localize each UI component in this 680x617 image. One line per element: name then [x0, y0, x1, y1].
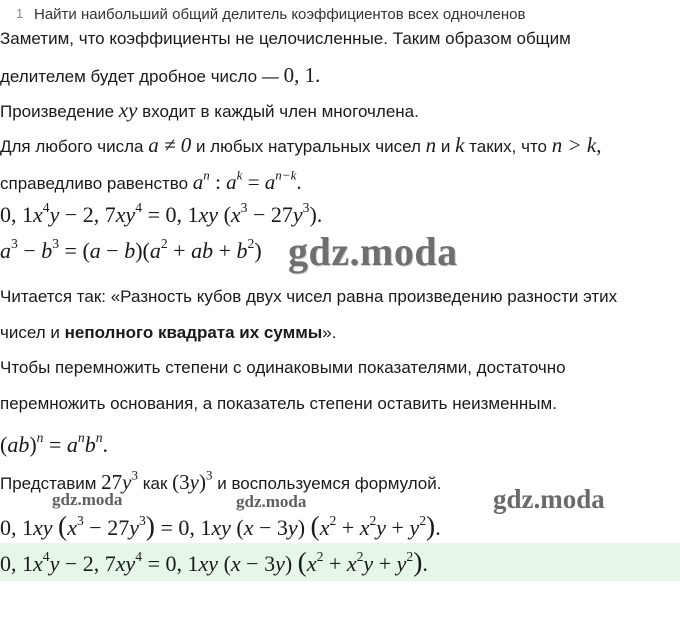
p4-text-4: таких, что: [464, 137, 552, 156]
watermark-small-2: gdz.moda: [236, 492, 307, 511]
paragraph-4: [0, 133, 602, 159]
paragraph-2-text: делителем будет дробное число —: [0, 67, 284, 86]
paragraph-2: [0, 63, 320, 89]
answer-equation: 0, $1x^4y - 2$, $7xy^4 = 0$, 1xy (x − 3y) $(x^2 + x^2y + y^2)$.: [0, 546, 428, 577]
cut-off-line: [0, 0, 680, 22]
paragraph-3-end: входит в каждый член многочлена.: [137, 102, 419, 121]
paragraph-7: [0, 321, 336, 345]
paragraph-3: [0, 98, 419, 124]
p4-math-n: n: [425, 133, 437, 157]
p4-text-2: и любых натуральных чисел: [191, 137, 426, 156]
equation-1: 0, $1x^4y - 2$, $7xy^4 = 0$, 1xy $(x^3 - 27y^3)$.: [0, 199, 323, 227]
p10-text-1: Представим: [0, 474, 102, 493]
p10-text-3: и воспользуемся формулой.: [212, 474, 442, 493]
watermark-large: gdz.moda: [288, 229, 458, 274]
p10-math-2: $(3y)^3$: [172, 467, 213, 494]
p7-text-2: ».: [322, 323, 337, 342]
p4-text-3: и: [436, 137, 456, 156]
p4-math-nk: n > k,: [551, 133, 602, 157]
paragraph-3-start: Произведение: [0, 102, 119, 121]
paragraph-6: Читается так: «Разность кубов двух чисел равна произведению разности этих: [0, 287, 618, 306]
watermark-small-1: gdz.moda: [52, 490, 123, 509]
p5-text: справедливо равенство: [0, 174, 193, 193]
xy-symbol: xy: [118, 98, 138, 122]
watermark-medium: gdz.moda: [493, 484, 605, 514]
item-number: 1: [16, 6, 24, 21]
p4-text-1: Для любого числа: [0, 137, 149, 156]
power-product-rule: $(ab)^n = a^nb^n$.: [0, 429, 109, 457]
p10-math-1: $27y^3$: [101, 467, 139, 494]
paragraph-1: Заметим, что коэффициенты не целочисленные. Таким образом общим: [0, 29, 571, 48]
p4-math-a: a ≠ 0: [148, 133, 192, 157]
common-divisor: 0, 1.: [283, 63, 321, 87]
paragraph-8: Чтобы перемножить степени с одинаковыми показателями, достаточно: [0, 358, 566, 377]
p7-text-1: чисел и: [0, 323, 65, 342]
paragraph-5: [0, 167, 302, 196]
power-division-rule: $a^n$ : $a^k = a^{n-k}$.: [192, 167, 302, 194]
p7-bold: неполного квадрата их суммы: [64, 323, 323, 342]
p4-math-k: k: [455, 133, 465, 157]
cut-off-text: Найти наибольший общий делитель коэффициентов всех одночленов: [34, 6, 526, 22]
equation-2: 0, 1xy $(x^3 - 27y^3) = 0$, 1xy (x − 3y) $(x^2 + x^2y + y^2)$.: [0, 510, 441, 541]
paragraph-9: перемножить основания, а показатель степени оставить неизменным.: [0, 394, 557, 413]
difference-of-cubes-formula: $a^3 - b^3 = (a - b)(a^2$ + ab + $b^2$): [0, 235, 262, 263]
p10-text-2: как: [138, 474, 173, 493]
